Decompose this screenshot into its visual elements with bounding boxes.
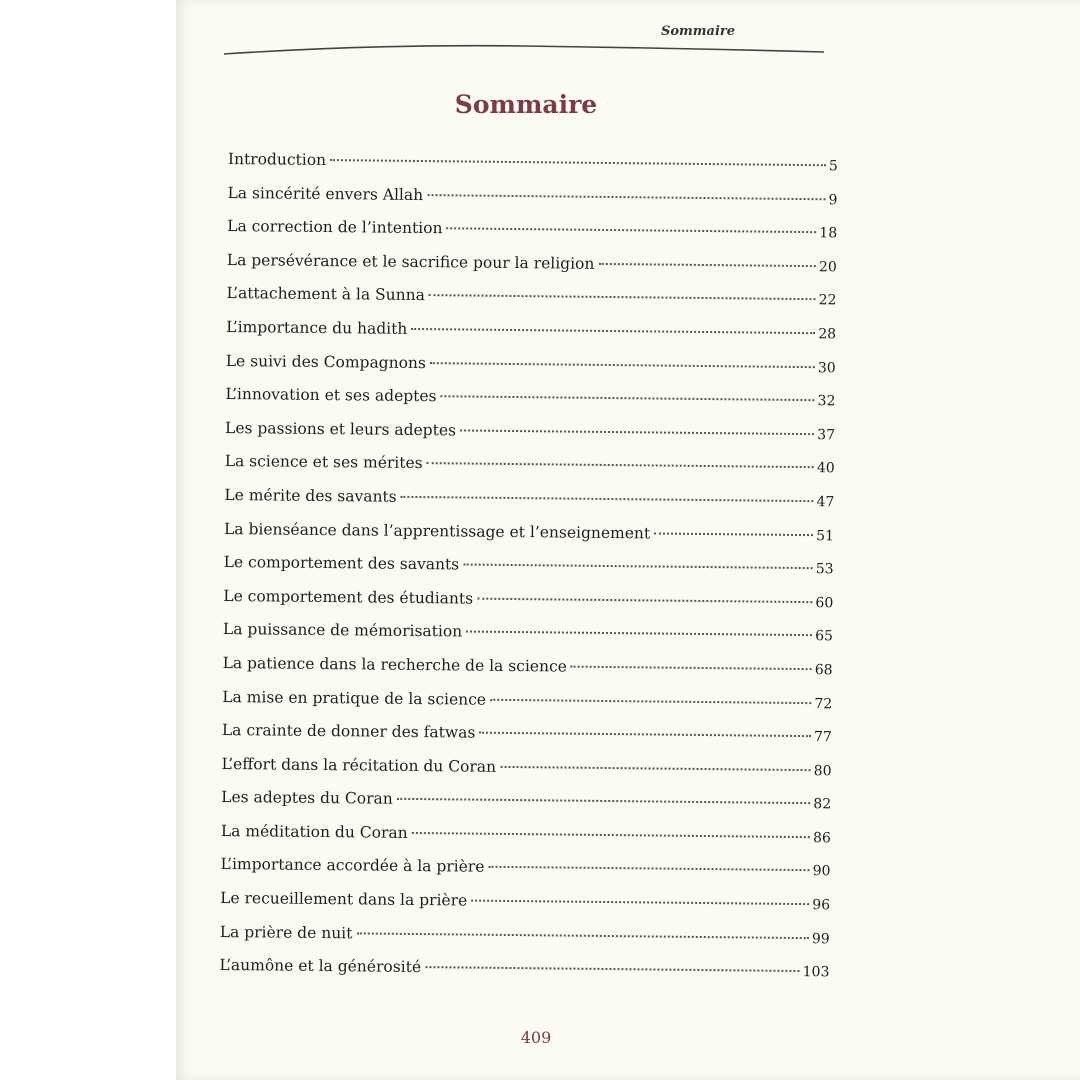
dot-leader — [446, 227, 816, 233]
dot-leader — [463, 564, 813, 570]
toc-entry-page: 68 — [814, 662, 833, 679]
toc-entry-page: 18 — [819, 225, 838, 242]
dot-leader — [397, 798, 811, 804]
book-page — [176, 0, 1080, 1080]
table-of-contents — [219, 150, 838, 996]
toc-entry-page: 47 — [816, 494, 835, 511]
dot-leader — [412, 832, 810, 838]
dot-leader — [460, 429, 814, 435]
toc-entry-page: 9 — [828, 191, 838, 208]
dot-leader — [429, 294, 816, 300]
toc-entry-title: La mise en pratique de la science — [222, 687, 487, 709]
toc-entry-title: Les passions et leurs adeptes — [224, 418, 457, 440]
dot-leader — [356, 932, 809, 939]
toc-entry-title: L’innovation et ses adeptes — [225, 385, 437, 406]
toc-entry-title: La persévérance et le sacrifice pour la religion — [226, 250, 595, 273]
toc-entry-title: L’importance accordée à la prière — [220, 855, 485, 877]
toc-entry-page: 53 — [815, 561, 834, 578]
toc-entry-page: 30 — [817, 359, 836, 376]
toc-entry-title: La méditation du Coran — [220, 821, 408, 842]
running-head-rule — [224, 42, 824, 56]
toc-entry-title: La patience dans la recherche de la science — [222, 653, 567, 676]
page-title: Sommaire — [454, 90, 598, 119]
toc-entry-title: Le comportement des savants — [223, 553, 460, 574]
toc-entry-page: 5 — [828, 158, 838, 175]
toc-entry-page: 82 — [813, 796, 832, 813]
toc-entry-title: La bienséance dans l’apprentissage et l’enseignement — [223, 519, 651, 542]
dot-leader — [427, 462, 814, 468]
dot-leader — [490, 698, 811, 703]
toc-entry-page: 86 — [812, 830, 831, 847]
toc-entry-page: 22 — [818, 292, 837, 309]
toc-entry-page: 77 — [813, 729, 832, 746]
toc-entry-page: 40 — [816, 460, 835, 477]
toc-entry-title: L’aumône et la générosité — [219, 956, 422, 977]
toc-entry-title: L’attachement à la Sunna — [226, 284, 425, 305]
toc-entry-page: 20 — [818, 258, 837, 276]
dot-leader — [500, 766, 811, 771]
dot-leader — [425, 966, 800, 972]
dot-leader — [441, 395, 815, 401]
toc-entry-page: 60 — [815, 594, 834, 612]
toc-entry-page: 28 — [818, 326, 837, 343]
toc-entry-page: 96 — [812, 897, 831, 914]
dot-leader — [477, 597, 812, 603]
toc-entry-title: La science et ses mérites — [224, 452, 423, 473]
dot-leader — [571, 666, 812, 671]
dot-leader — [488, 866, 809, 871]
toc-entry-title: La puissance de mémorisation — [222, 620, 463, 641]
page-number: 409 — [520, 1028, 552, 1047]
toc-entry-page: 32 — [817, 393, 836, 410]
dot-leader — [654, 532, 813, 536]
dot-leader — [479, 732, 811, 737]
toc-entry-page: 90 — [812, 863, 831, 880]
dot-leader — [427, 194, 825, 200]
toc-entry-title: La sincérité envers Allah — [227, 183, 424, 204]
toc-entry-title: Le mérite des savants — [224, 485, 397, 506]
toc-entry-title: La crainte de donner des fatwas — [221, 721, 476, 742]
toc-entry-title: Le comportement des étudiants — [223, 586, 474, 608]
toc-entry-title: La prière de nuit — [219, 922, 353, 943]
dot-leader — [401, 496, 814, 502]
toc-entry-title: Les adeptes du Coran — [221, 788, 393, 809]
toc-entry-title: Le recueillement dans la prière — [220, 889, 468, 910]
dot-leader — [330, 159, 826, 166]
dot-leader — [471, 900, 809, 906]
toc-entry-title: Le suivi des Compagnons — [225, 351, 427, 372]
toc-entry-title: La correction de l’intention — [227, 217, 443, 238]
dot-leader — [466, 631, 812, 637]
toc-entry-page: 103 — [802, 964, 830, 981]
toc-entry-page: 37 — [817, 426, 836, 444]
toc-entry-page: 65 — [815, 628, 834, 645]
toc-entry-title: L’importance du hadith — [226, 317, 408, 338]
toc-entry-title: L’effort dans la récitation du Coran — [221, 754, 497, 776]
dot-leader — [598, 263, 816, 267]
toc-entry-title: Introduction — [227, 150, 327, 170]
toc-entry-page: 51 — [816, 527, 835, 544]
dot-leader — [411, 328, 815, 334]
running-head: Sommaire — [660, 24, 736, 39]
toc-entry-page: 80 — [813, 762, 832, 780]
toc-entry-page: 72 — [814, 695, 833, 712]
toc-entry-page: 99 — [811, 930, 830, 948]
toc-entry — [219, 956, 829, 996]
dot-leader — [430, 362, 815, 368]
